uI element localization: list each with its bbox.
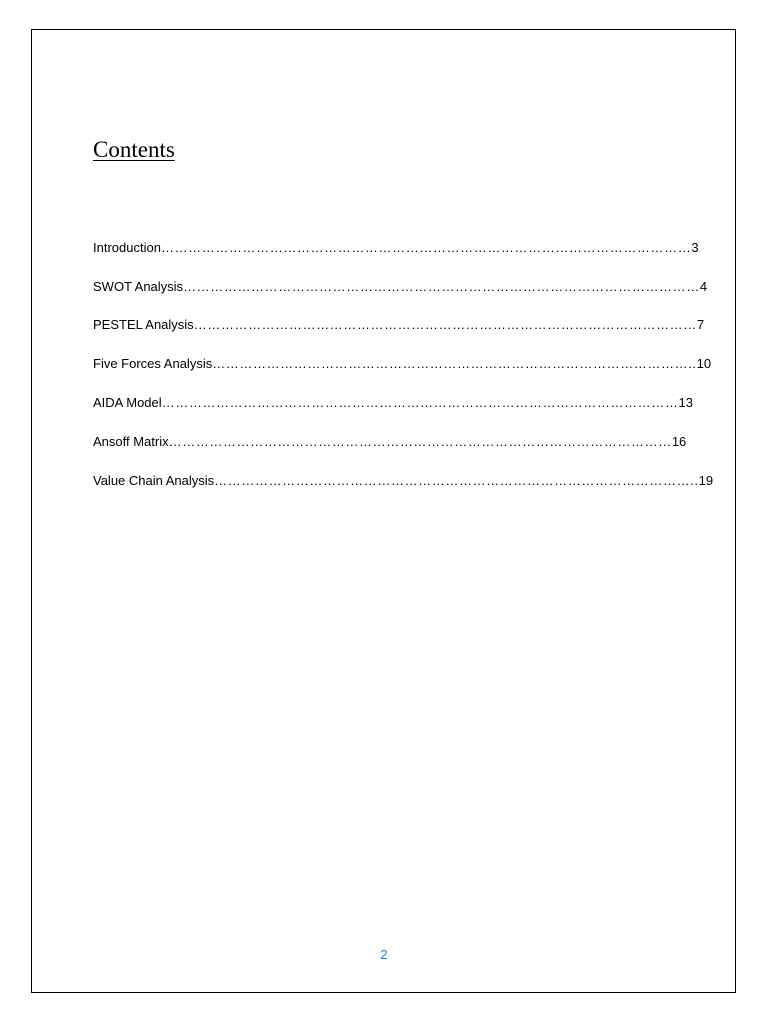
toc-entry-pestel-analysis[interactable] — [93, 315, 704, 335]
toc-page-number: 7 — [696, 317, 705, 332]
toc-entry-title: SWOT Analysis — [93, 279, 184, 294]
toc-page-number: 4 — [699, 279, 708, 294]
toc-entry-ansoff-matrix[interactable] — [93, 432, 686, 452]
toc-page-number: 19 — [698, 473, 714, 488]
contents-heading: Contents — [93, 137, 175, 162]
toc-entry-value-chain-analysis[interactable] — [93, 471, 713, 491]
toc-entry-title: Five Forces Analysis — [93, 356, 213, 371]
toc-entry-five-forces-analysis[interactable] — [93, 354, 711, 374]
toc-leader-dots: ………………………………………………………………………………………………… — [168, 434, 672, 449]
toc-page-number: 10 — [696, 356, 712, 371]
toc-leader-dots: ……………………………………………………………………………………………………… — [160, 240, 692, 255]
toc-entry-title: Ansoff Matrix — [93, 434, 169, 449]
toc-entry-title: PESTEL Analysis — [93, 317, 194, 332]
toc-page-number: 16 — [671, 434, 687, 449]
toc-entry-swot-analysis[interactable] — [93, 277, 707, 297]
toc-entry-title: AIDA Model — [93, 395, 162, 410]
toc-leader-dots: ………………………………………………………………………………………………… — [193, 317, 697, 332]
toc-leader-dots: …………………………………………………………………………………………….. — [214, 473, 699, 488]
toc-leader-dots: …………………………………………………………………………………………………… — [161, 395, 679, 410]
toc-entry-title: Value Chain Analysis — [93, 473, 215, 488]
toc-leader-dots: …………………………………………………………………………………………….. — [212, 356, 697, 371]
toc-entry-aida-model[interactable] — [93, 393, 693, 413]
toc-entry-introduction[interactable] — [93, 238, 699, 258]
toc-leader-dots: …………………………………………………………………………………………………… — [183, 279, 700, 294]
page-border — [31, 29, 736, 993]
toc-entry-title: Introduction — [93, 240, 161, 255]
page-number: 2 — [380, 947, 388, 962]
toc-page-number: 13 — [678, 395, 693, 410]
toc-page-number: 3 — [691, 240, 699, 255]
